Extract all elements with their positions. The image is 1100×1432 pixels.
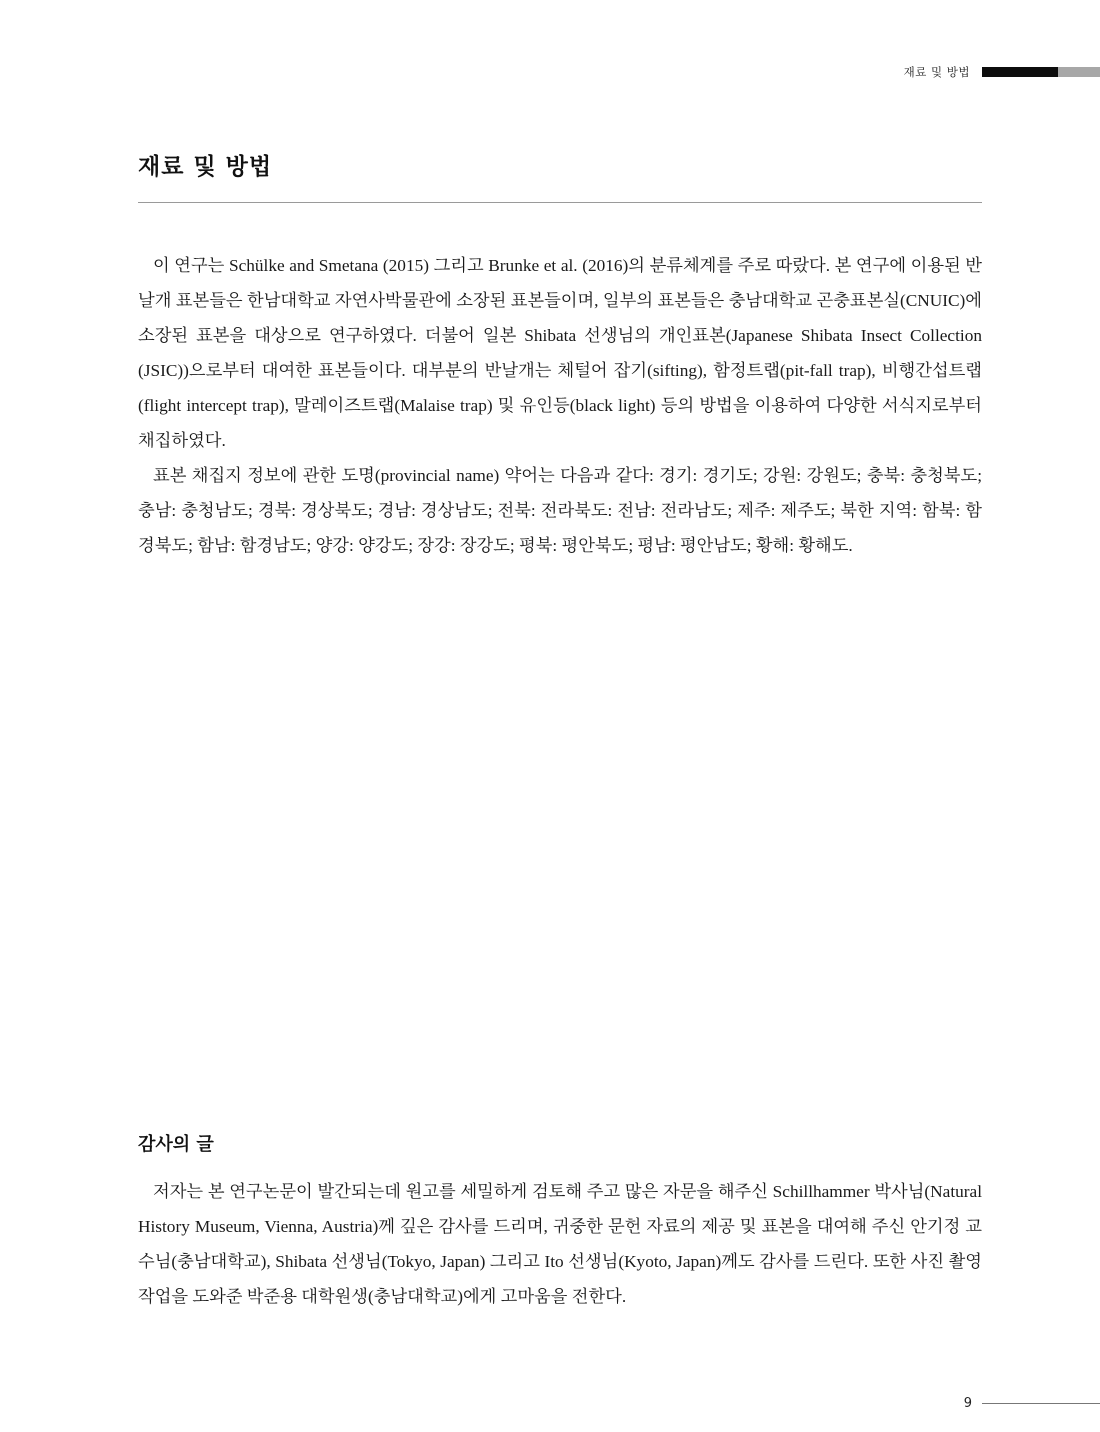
acknowledgements-body	[138, 1174, 982, 1314]
footer-rule	[982, 1403, 1100, 1404]
acknowledgements-paragraph: 저자는 본 연구논문이 발간되는데 원고를 세밀하게 검토해 주고 많은 자문을 해주신 Schillhammer 박사님(Natural History Museum, Vienna, Austria)께 깊은 감사를 드리며, 귀중한 문헌 자료의 제공 및 표본을 대여해 주신 안기정 교수님(충남대학교), Shibata 선생님(Tokyo, Japan) 그리고 Ito 선생님(Kyoto, Japan)께도 감사를 드린다. 또한 사진 촬영 작업을 도와준 박준용 대학원생(충남대학교)에게 고마움을 전한다.	[138, 1182, 982, 1306]
running-header-title: 재료 및 방법	[903, 65, 970, 79]
section-title: 재료 및 방법	[138, 154, 273, 180]
title-divider	[138, 202, 982, 203]
page-footer	[964, 1396, 1100, 1411]
methods-paragraph-2: 표본 채집지 정보에 관한 도명(provincial name) 약어는 다음과 같다: 경기: 경기도; 강원: 강원도; 충북: 충청북도; 충남: 충청남도; 경북: 경상북도; 경남: 경상남도; 전북: 전라북도: 전남: 전라남도; 제주: 제주도; 북한 지역: 함북: 함경북도; 함남: 함경남도; 양강: 양강도; 장강: 장강도; 평북: 평안북도; 평남: 평안남도; 황해: 황해도.	[138, 466, 982, 555]
methods-paragraph-1: 이 연구는 Schülke and Smetana (2015) 그리고 Brunke et al. (2016)의 분류체계를 주로 따랐다. 본 연구에 이용된 반날개 표본들은 한남대학교 자연사박물관에 소장된 표본들이며, 일부의 표본들은 충남대학교 곤충표본실(CNUIC)에 소장된 표본을 대상으로 연구하였다. 더불어 일본 Shibata 선생님의 개인표본(Japanese Shibata Insect Collection (JSIC))으로부터 대여한 표본들이다. 대부분의 반날개는 체털어 잡기(sifting), 함정트랩(pit-fall trap), 비행간섭트랩(flight intercept trap), 말레이즈트랩(Malaise trap) 및 유인등(black light) 등의 방법을 이용하여 다양한 서식지로부터 채집하였다.	[138, 256, 982, 450]
acknowledgements-title: 감사의 글	[138, 1134, 214, 1155]
page-number: 9	[963, 1396, 972, 1411]
methods-body	[138, 248, 982, 563]
header-bar-dark	[982, 67, 1058, 77]
running-header	[904, 64, 1100, 80]
header-bar-gray	[1058, 67, 1100, 77]
